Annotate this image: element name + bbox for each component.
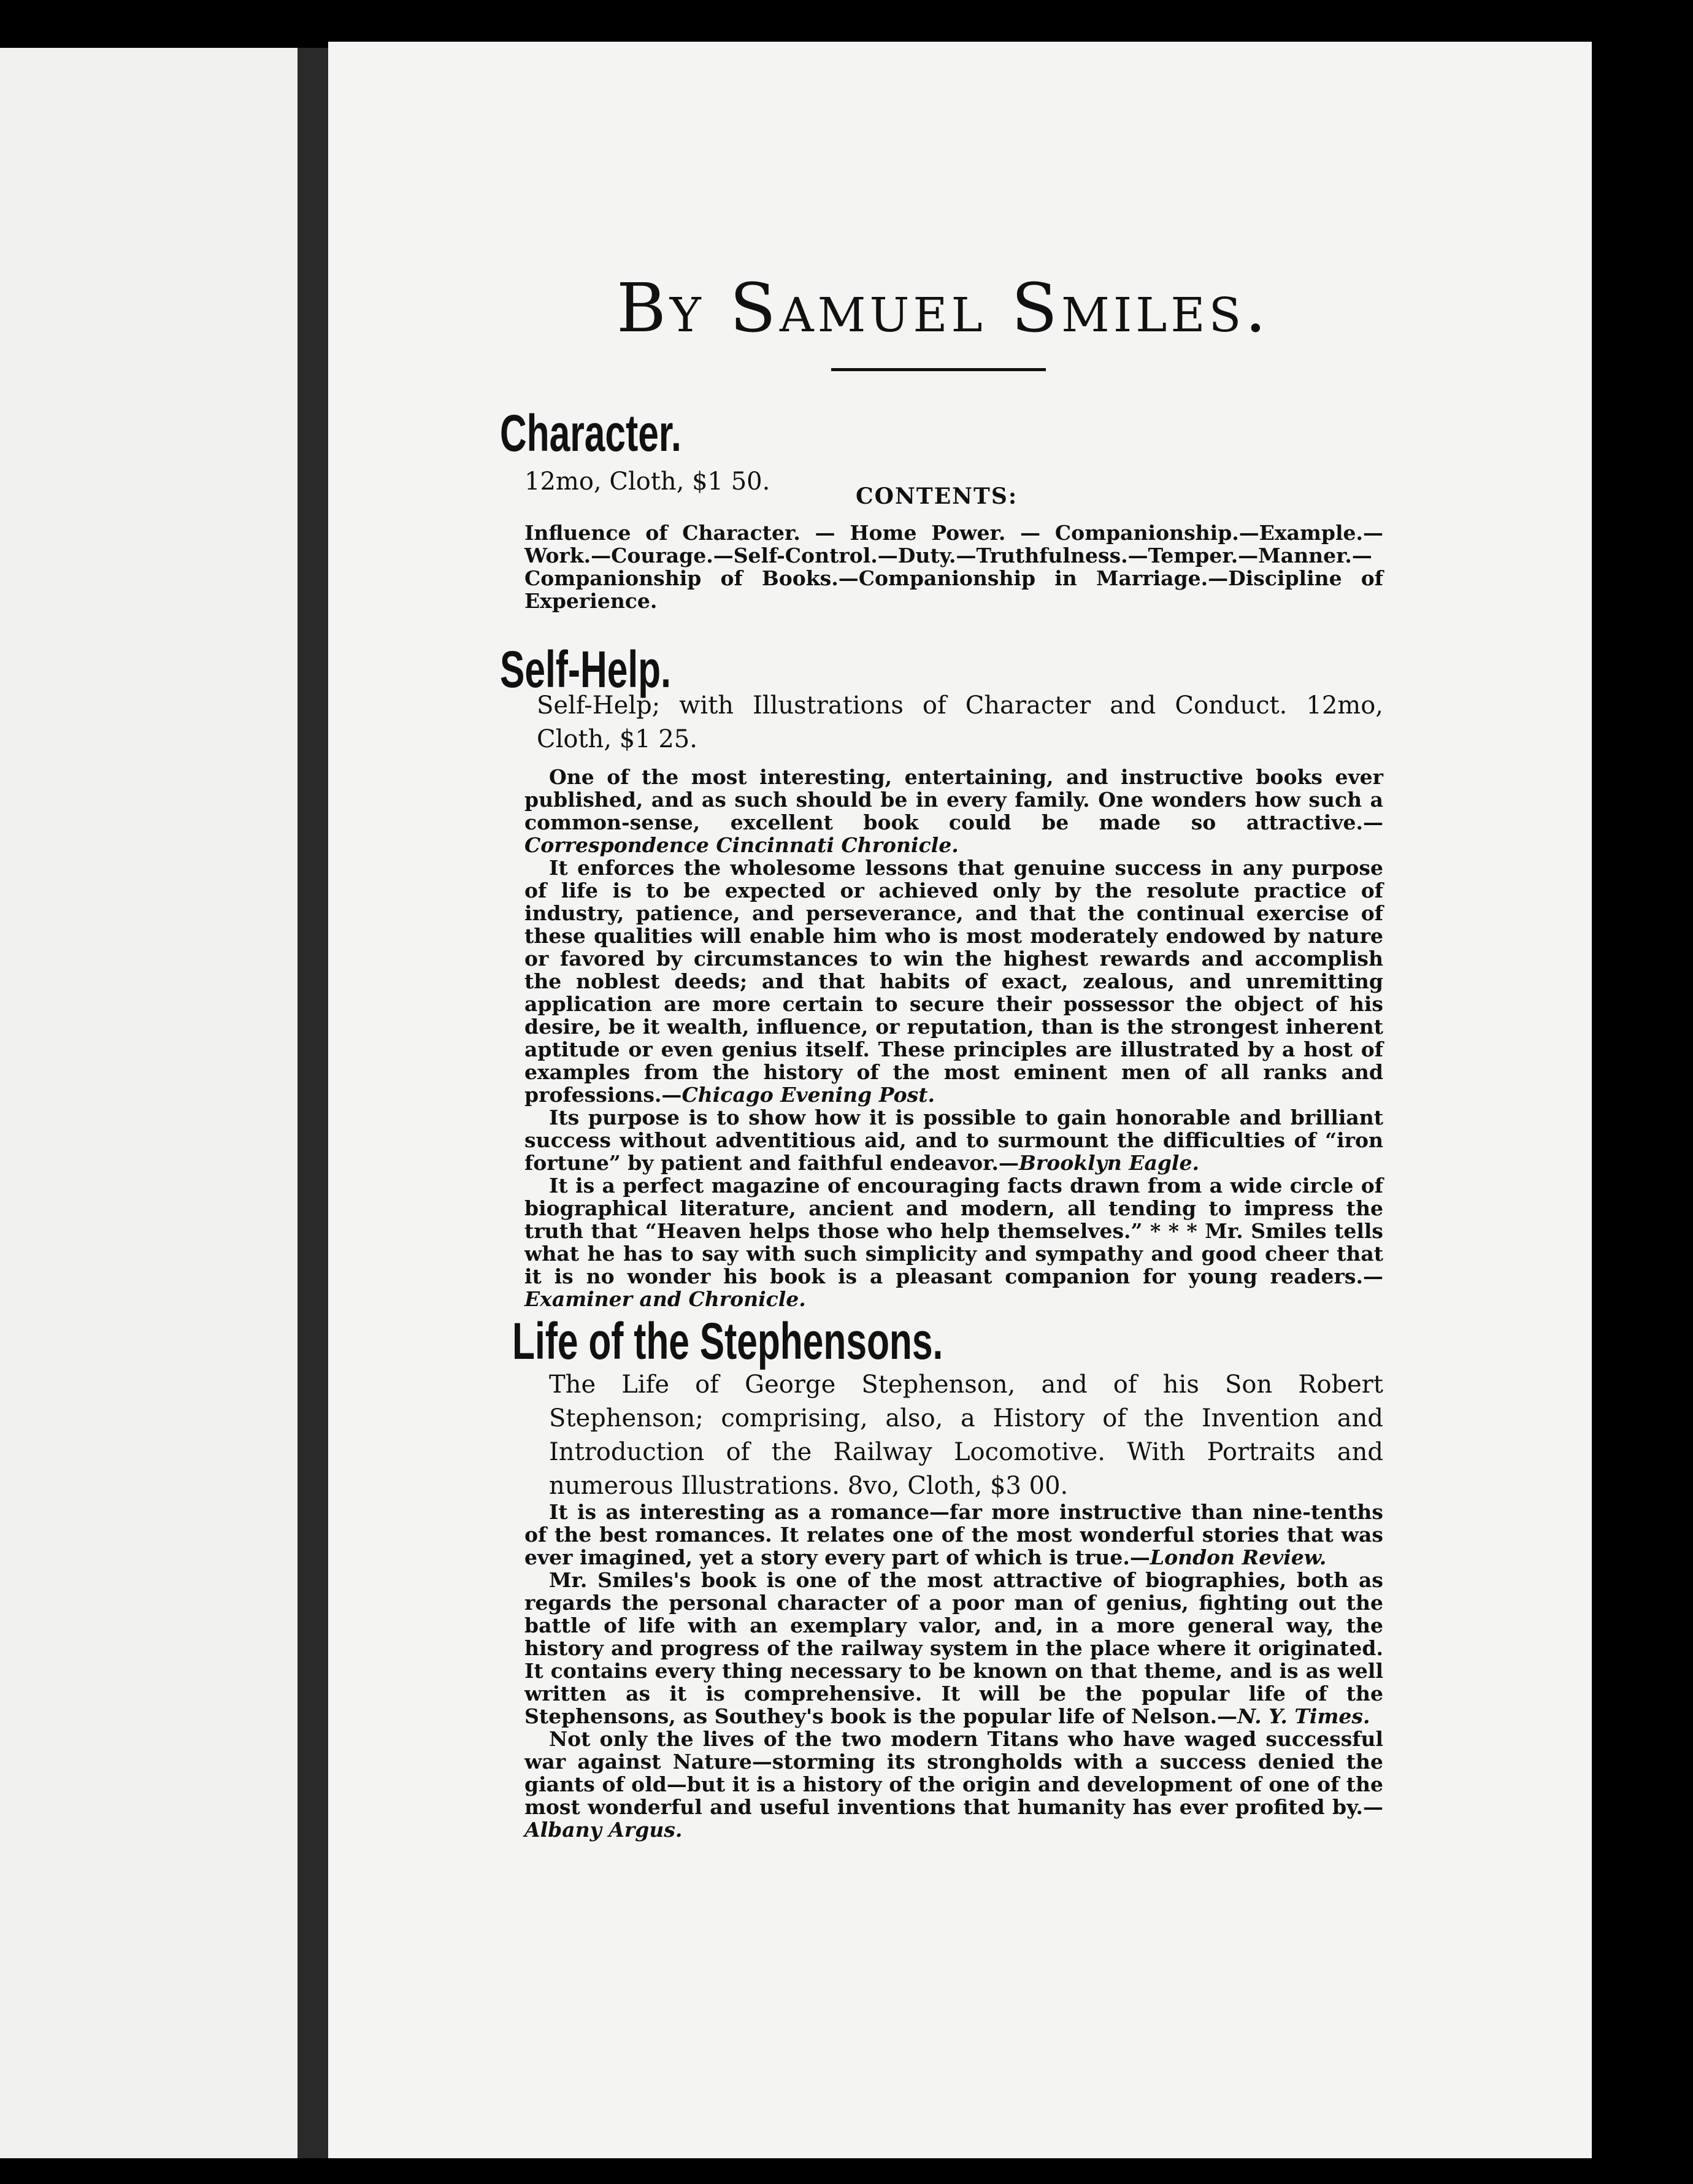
review: One of the most interesting, entertaining, and instructive books ever published, and as such should be in every family. One wonders how such a common-sense, excellent book could be made so attractive.—Correspondence Cincinnati Chronicle. xyxy=(524,765,1383,857)
book-title-stephensons: Life of the Stephensons. xyxy=(512,1312,943,1370)
page-title: By Samuel Smiles. xyxy=(616,269,1270,347)
review: Its purpose is to show how it is possible to gain honorable and brilliant success without adventitious aid, and to surmount the difficulties of “iron fortune” by patient and faithful endeavor.—Brooklyn Eagle. xyxy=(524,1105,1383,1175)
review-source: N. Y. Times. xyxy=(1237,1704,1370,1728)
review-source: Examiner and Chronicle. xyxy=(524,1287,806,1311)
character-contents xyxy=(524,521,1383,612)
review-source: Correspondence Cincinnati Chronicle. xyxy=(524,833,959,857)
advertisement-page xyxy=(328,42,1592,2158)
review: It is a perfect magazine of encouraging facts drawn from a wide circle of biographical literature, ancient and modern, all tending to impress the truth that “Heaven helps those who help themselves.” * * * Mr. Smiles tells what he has to say with such simplicity and sympathy and good cheer that it is no wonder his book is a pleasant companion for young readers.—Examiner and Chronicle. xyxy=(524,1174,1383,1311)
facing-page xyxy=(0,48,298,2158)
review-source: Brooklyn Eagle. xyxy=(1018,1151,1199,1175)
stephensons-reviews xyxy=(524,1501,1383,1841)
self-help-description: Self-Help; with Illustrations of Character and Conduct. 12mo, Cloth, $1 25. xyxy=(537,691,1383,753)
self-help-reviews xyxy=(524,766,1383,1310)
review: Not only the lives of the two modern Titans who have waged successful war against Nature—storming its strongholds with a success denied the giants of old—but it is a history of the origin and development of one of the most wonderful and useful inventions that humanity has ever profited by.—Albany Argus. xyxy=(524,1727,1383,1842)
stephensons-description: The Life of George Stephenson, and of his Son Robert Stephenson; comprising, also, a History of the Invention and Introduction of the Railway Locomotive. With Portraits and numerous Illustrations. 8vo, Cloth, $3 00. xyxy=(549,1371,1383,1500)
review-source: Albany Argus. xyxy=(524,1818,683,1842)
review-source: London Review. xyxy=(1150,1545,1327,1569)
review: It enforces the wholesome lessons that genuine success in any purpose of life is to be expected or achieved only by the resolute practice of industry, patience, and perseverance, and that the continual exercise of these qualities will enable him who is most moderately endowed by nature or favored by circumstances to win the highest rewards and accomplish the noblest deeds; and that habits of exact, zealous, and unremitting application are more certain to secure their possessor the object of his desire, be it wealth, influence, or reputation, than is the strongest inherent aptitude or even genius itself. These principles are illustrated by a host of examples from the history of the most eminent men of all ranks and professions.—Chicago Evening Post. xyxy=(524,856,1383,1107)
review-source: Chicago Evening Post. xyxy=(681,1083,935,1107)
book-title-self-help: Self-Help. xyxy=(500,640,671,698)
book-title-character: Character. xyxy=(500,404,681,462)
character-contents-label: CONTENTS: xyxy=(856,483,1018,509)
character-price: 12mo, Cloth, $1 50. xyxy=(524,467,770,496)
contents-text: Influence of Character. — Home Power. — Companionship.—Example.—Work.—Courage.—Self-Control.—Duty.—Truthfulness.—Temper.—Manner.—Companionship of Books.—Companionship in Marriage.—Discipline of Experience. xyxy=(524,521,1383,613)
review: Mr. Smiles's book is one of the most attractive of biographies, both as regards the personal character of a poor man of genius, fighting out the battle of life with an exemplary valor, and, in a more general way, the history and progress of the railway system in the place where it originated. It contains every thing necessary to be known on that theme, and is as well written as it is comprehensive. It will be the popular life of the Stephensons, as Southey's book is the popular life of Nelson.—N. Y. Times. xyxy=(524,1568,1383,1728)
review: It is as interesting as a romance—far more instructive than nine-tenths of the best romances. It relates one of the most wonderful stories that was ever imagined, yet a story every part of which is true.—London Review. xyxy=(524,1500,1383,1569)
title-divider xyxy=(831,368,1046,371)
book-gutter xyxy=(298,48,328,2158)
